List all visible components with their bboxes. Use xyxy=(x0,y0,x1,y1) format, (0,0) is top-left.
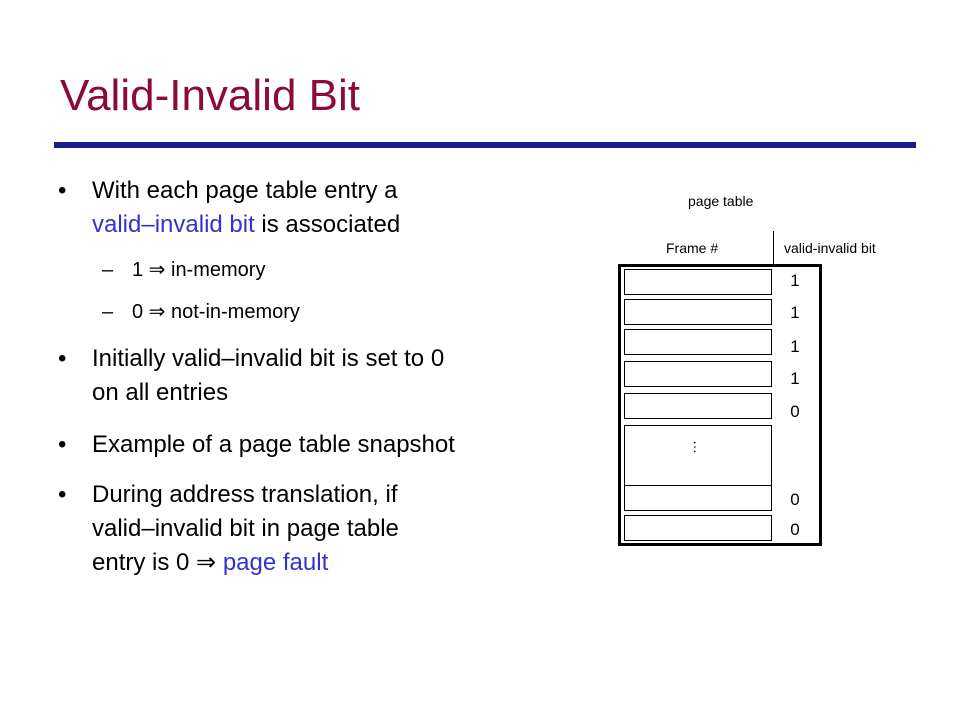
bullet-2-line2: on all entries xyxy=(92,379,229,406)
bullet-1-text-end: is associated xyxy=(254,211,401,238)
sub-bullet-2-text: 0 ⇒ not-in-memory xyxy=(132,301,300,323)
bullet-4-line2: valid–invalid bit in page table xyxy=(92,515,399,542)
sub-dash: – xyxy=(102,259,114,281)
valid-bit-7: 0 xyxy=(790,490,800,509)
frame-cell xyxy=(624,515,772,541)
bullet-dot: • xyxy=(58,431,67,458)
bullet-2 xyxy=(58,342,598,410)
bullet-1-highlight: valid–invalid bit xyxy=(92,211,255,238)
sub-dash: – xyxy=(102,301,114,323)
bit-column-header: valid-invalid bit xyxy=(784,240,876,256)
valid-bit-5: 0 xyxy=(790,402,800,421)
valid-bit-1: 1 xyxy=(790,271,800,290)
frame-cell-gap xyxy=(624,425,772,485)
title-underline xyxy=(54,142,916,148)
page-table-caption: page table xyxy=(688,193,754,209)
bullet-dot: • xyxy=(58,345,67,372)
sub-bullet-1 xyxy=(58,256,598,284)
frame-cell xyxy=(624,393,772,419)
frame-cell xyxy=(624,269,772,295)
bullet-4 xyxy=(58,478,598,580)
frame-cell xyxy=(624,329,772,355)
bullet-4-line3: entry is 0 ⇒ xyxy=(92,549,223,576)
bullet-2-line1: Initially valid–invalid bit is set to 0 xyxy=(92,345,445,372)
bullet-3-text: Example of a page table snapshot xyxy=(92,431,455,458)
ellipsis-icon: … xyxy=(691,440,707,454)
sub-bullet-1-text: 1 ⇒ in-memory xyxy=(132,259,266,281)
bullet-dot: • xyxy=(58,177,67,204)
bullet-list xyxy=(58,174,598,580)
valid-bit-3: 1 xyxy=(790,337,800,356)
bullet-1 xyxy=(58,174,598,242)
column-divider xyxy=(773,231,774,265)
frame-column-header: Frame # xyxy=(666,240,719,256)
valid-bit-4: 1 xyxy=(790,369,800,388)
bullet-4-highlight: page fault xyxy=(222,549,329,576)
valid-bit-8: 0 xyxy=(790,520,800,539)
bullet-dot: • xyxy=(58,481,67,508)
bullet-4-line1: During address translation, if xyxy=(92,481,398,508)
sub-bullet-2 xyxy=(58,298,598,326)
valid-bit-2: 1 xyxy=(790,303,800,322)
frame-cell xyxy=(624,485,772,511)
bullet-3 xyxy=(58,428,598,462)
slide-title: Valid-Invalid Bit xyxy=(60,71,360,120)
frame-cell xyxy=(624,361,772,387)
bullet-1-text: With each page table entry a xyxy=(92,177,398,204)
frame-cell xyxy=(624,299,772,325)
